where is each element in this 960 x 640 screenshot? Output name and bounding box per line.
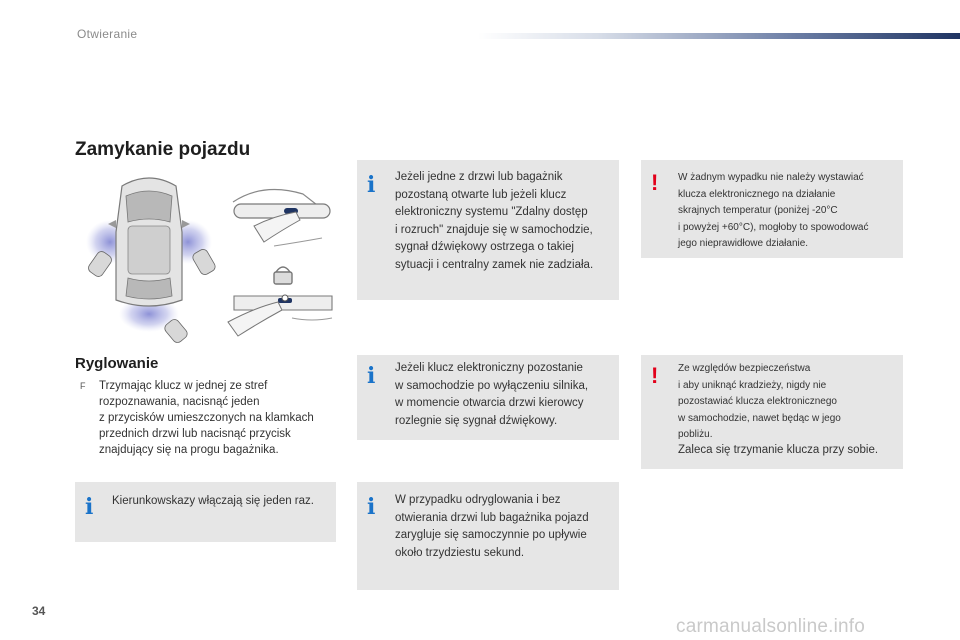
warning-temperature: ! W żadnym wypadku nie należy wystawiać klucza elektronicznego na działanie skrajnych temperatur (poniżej -20°C i powyżej +60°C), mogłoby to spowodować jego nieprawidłowe działanie. — [641, 160, 903, 258]
watermark: carmanualsonline.info — [676, 616, 866, 637]
car-top-view-icon — [108, 178, 190, 306]
header-bar — [478, 33, 960, 39]
note-door-open: i Jeżeli jedne z drzwi lub bagażnik pozostaną otwarte lub jeżeli klucz elektroniczny systemu "Zdalny dostęp i rozruch" znajduje się w samochodzie, sygnał dźwiękowy ostrzega o takiej sytuacji i centralny zamek nie zadziała. — [357, 160, 619, 300]
info-icon: i — [367, 172, 376, 198]
chapter-title: Otwieranie — [77, 27, 138, 41]
bullet-item — [80, 378, 340, 458]
note-auto-relock: i W przypadku odryglowania i bez otwierania drzwi lub bagażnika pojazd zarygluje się samoczynnie po upływie około trzydziestu sekund. — [357, 482, 619, 590]
bullet-text: Trzymając klucz w jednej ze stref rozpoznawania, nacisnąć jeden z przycisków umieszczonych na klamkach przednich drzwi lub nacisnąć przycisk znajdujący się na progu bagażnika. — [99, 380, 314, 456]
boot-button-icon — [228, 295, 332, 336]
page-number: 34 — [32, 604, 46, 618]
info-icon: i — [367, 363, 376, 389]
info-icon: i — [367, 494, 376, 520]
door-handle-icon — [233, 190, 330, 247]
note-indicators: i Kierunkowskazy włączają się jeden raz. — [75, 482, 336, 542]
warning-icon: ! — [651, 363, 659, 388]
info-icon: i — [85, 494, 94, 520]
lock-icon — [274, 267, 292, 284]
warning-icon: ! — [651, 170, 659, 195]
bullet-mark: F — [80, 381, 86, 391]
note-key-inside: i Jeżeli klucz elektroniczny pozostanie w samochodzie po wyłączeniu silnika, w momencie otwarcia drzwi kierowcy rozlegnie się sygnał dźwiękowy. — [357, 355, 619, 440]
section-title: Zamykanie pojazdu — [75, 139, 251, 160]
locking-illustration — [78, 172, 340, 344]
subsection-title: Ryglowanie — [75, 355, 159, 372]
warning-security: ! Ze względów bezpieczeństwa i aby uniknąć kradzieży, nigdy nie pozostawiać klucza elektronicznego w samochodzie, nawet będąc w jego pobliżu. Zaleca się trzymanie klucza przy sobie. — [641, 355, 903, 469]
